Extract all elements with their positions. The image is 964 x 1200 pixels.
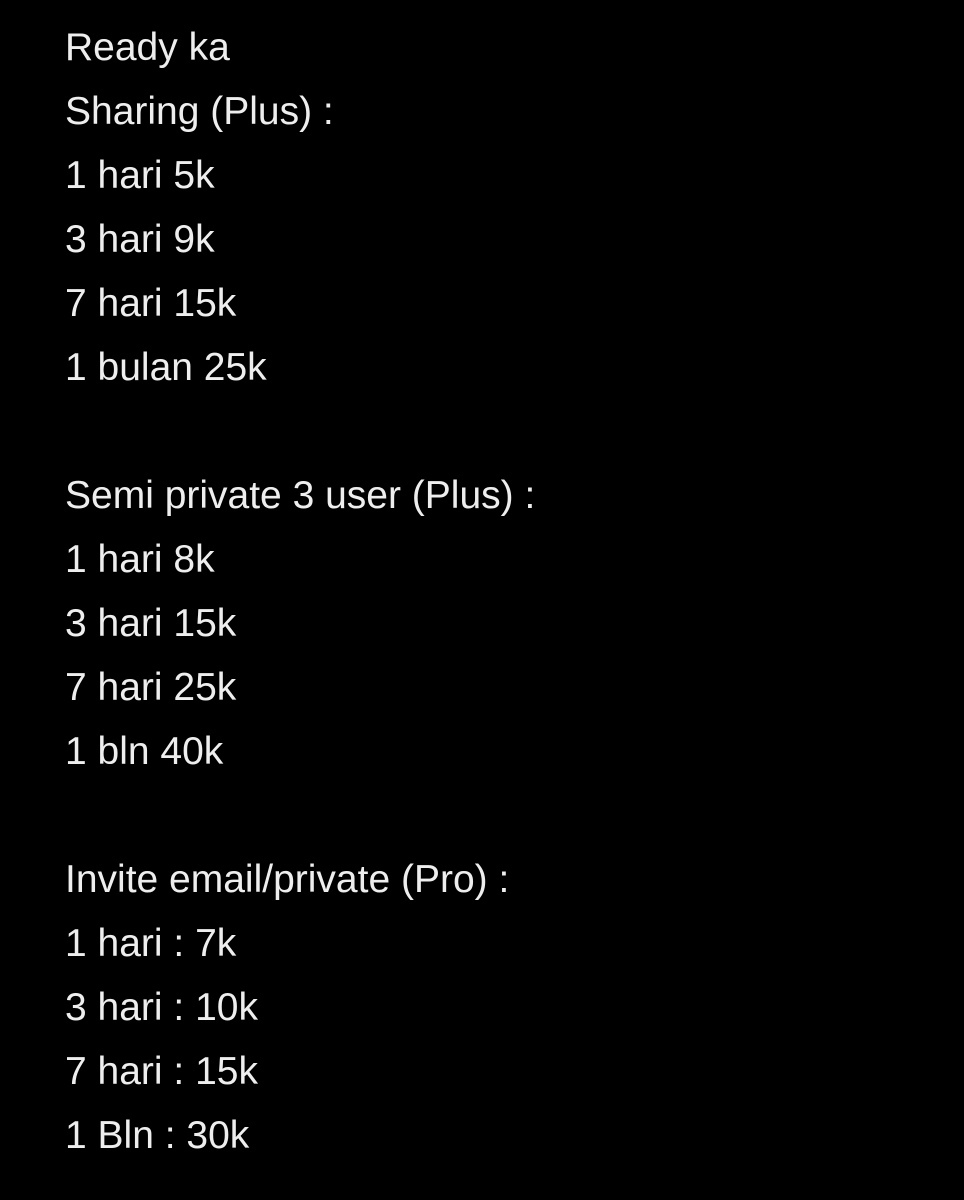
blank-line bbox=[65, 784, 945, 848]
price-line: 3 hari : 10k bbox=[65, 986, 258, 1029]
price-line: 1 bulan 25k bbox=[65, 346, 267, 389]
price-line: 7 hari : 15k bbox=[65, 1050, 258, 1093]
section-heading: Invite email/private (Pro) : bbox=[65, 858, 510, 901]
price-line: 1 hari 8k bbox=[65, 538, 215, 581]
price-line: 7 hari 25k bbox=[65, 666, 237, 709]
price-line: 1 Bln : 30k bbox=[65, 1114, 250, 1157]
section-heading: Sharing (Plus) : bbox=[65, 90, 334, 133]
price-line: 3 hari 9k bbox=[65, 218, 215, 261]
price-line: 1 bln 40k bbox=[65, 730, 224, 773]
section-heading: Semi private 3 user (Plus) : bbox=[65, 474, 536, 517]
price-line: 1 hari 5k bbox=[65, 154, 215, 197]
price-line: 7 hari 15k bbox=[65, 282, 237, 325]
intro-line: Ready ka bbox=[65, 26, 230, 69]
price-line: 3 hari 15k bbox=[65, 602, 237, 645]
note-text bbox=[65, 16, 945, 1168]
price-line: 1 hari : 7k bbox=[65, 922, 237, 965]
blank-line bbox=[65, 400, 945, 464]
